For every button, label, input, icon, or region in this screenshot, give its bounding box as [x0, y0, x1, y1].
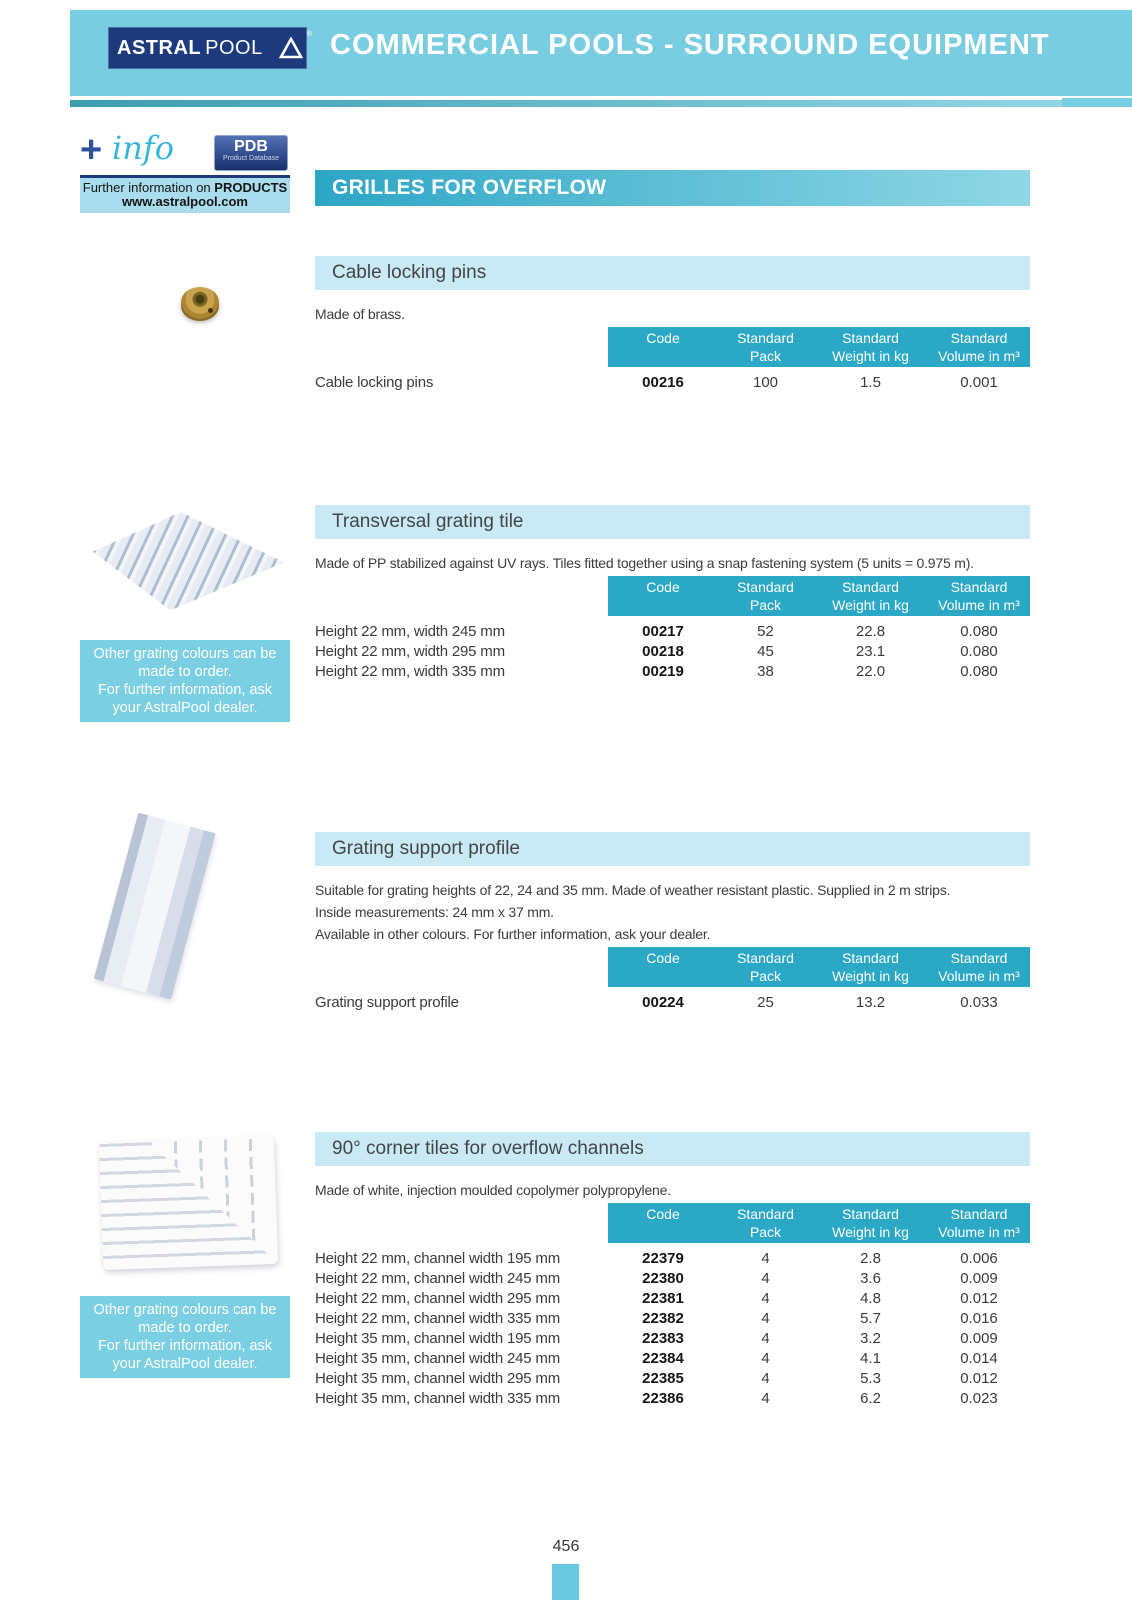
- column-header-standard-pack: Standard Pack: [737, 579, 794, 613]
- row-label: Height 35 mm, channel width 195 mm: [315, 1329, 560, 1347]
- table-body: [315, 621, 1030, 681]
- page-title: COMMERCIAL POOLS - SURROUND EQUIPMENT: [330, 29, 1050, 61]
- table-header: [608, 947, 1030, 987]
- note-line: For further information, ask: [97, 682, 273, 698]
- grating-colours-note: [80, 640, 290, 722]
- row-code: 00224: [642, 993, 684, 1011]
- row-weight: 22.0: [855, 662, 886, 680]
- row-code: 00218: [642, 642, 684, 660]
- row-label: Height 22 mm, width 295 mm: [315, 642, 505, 660]
- table-row: [315, 1368, 1030, 1388]
- corner-tile-shape: [99, 1136, 278, 1270]
- column-header-code: Code: [646, 1206, 680, 1222]
- row-volume: 0.009: [960, 1329, 998, 1347]
- table-header: [608, 1203, 1030, 1243]
- row-pack: 4: [761, 1309, 770, 1327]
- info-box-text: [80, 178, 290, 213]
- row-weight: 3.2: [860, 1329, 881, 1347]
- section-grating-support-profile: [315, 832, 1030, 1012]
- description-line: Inside measurements: 24 mm x 37 mm.: [315, 904, 554, 920]
- section-title: Transversal grating tile: [315, 505, 1030, 539]
- footer-square: [552, 1564, 579, 1600]
- row-code: 00219: [642, 662, 684, 680]
- row-code: 22379: [642, 1249, 684, 1267]
- section-banner: GRILLES FOR OVERFLOW: [315, 170, 1030, 206]
- column-header-standard-pack: Standard Pack: [737, 950, 794, 984]
- info-line1-bold: PRODUCTS: [214, 180, 288, 195]
- row-pack: 4: [761, 1349, 770, 1367]
- cable-locking-pin-photo: [178, 283, 222, 327]
- info-box: [80, 129, 290, 213]
- page-number: 456: [552, 1538, 580, 1555]
- column-header-standard-pack: Standard Pack: [737, 330, 794, 364]
- row-pack: 4: [761, 1389, 770, 1407]
- row-code: 22385: [642, 1369, 684, 1387]
- header-divider-corner: [1062, 98, 1132, 107]
- row-label: Grating support profile: [315, 993, 459, 1011]
- astralpool-logo: [108, 27, 312, 69]
- row-code: 00216: [642, 373, 684, 391]
- row-volume: 0.012: [960, 1289, 998, 1307]
- column-header-standard-volume: Standard Volume in m³: [938, 579, 1020, 613]
- profile-strip-shape: [94, 813, 216, 1000]
- row-volume: 0.009: [960, 1269, 998, 1287]
- row-weight: 13.2: [855, 993, 886, 1011]
- column-header-standard-pack: Standard Pack: [737, 1206, 794, 1240]
- grating-support-profile-photo: [115, 823, 255, 998]
- table-row: [315, 1348, 1030, 1368]
- section-description: [315, 879, 1030, 945]
- table-row: [315, 1268, 1030, 1288]
- info-line1: Further information on PRODUCTS: [82, 180, 288, 195]
- description-line: Suitable for grating heights of 22, 24 and 35 mm. Made of weather resistant plastic. Supplied in 2 m strips.: [315, 882, 951, 898]
- row-label: Cable locking pins: [315, 373, 434, 391]
- table-row: [315, 1328, 1030, 1348]
- row-pack: 4: [761, 1249, 770, 1267]
- info-box-top: [80, 129, 290, 175]
- brand-astral: ASTRAL: [117, 36, 202, 59]
- description-line: Made of white, injection moulded copolymer polypropylene.: [315, 1182, 671, 1198]
- column-header-standard-volume: Standard Volume in m³: [938, 1206, 1020, 1240]
- section-transversal-grating-tile: [315, 505, 1030, 681]
- table-body: [315, 372, 1030, 392]
- table-row: [315, 992, 1030, 1012]
- pdb-sublabel: Product Database: [222, 155, 280, 162]
- row-volume: 0.006: [960, 1249, 998, 1267]
- row-weight: 3.6: [860, 1269, 881, 1287]
- row-volume: 0.014: [960, 1349, 998, 1367]
- description-line: Available in other colours. For further information, ask your dealer.: [315, 926, 711, 942]
- pdb-badge: [214, 135, 288, 171]
- table-row: [315, 372, 1030, 392]
- note-line: your AstralPool dealer.: [112, 1356, 258, 1372]
- table-row: [315, 661, 1030, 681]
- column-header-standard-volume: Standard Volume in m³: [938, 950, 1020, 984]
- table-row: [315, 621, 1030, 641]
- section-corner-tiles: [315, 1132, 1030, 1408]
- row-weight: 5.7: [860, 1309, 881, 1327]
- column-header-code: Code: [646, 330, 680, 346]
- transversal-grating-tile-photo: [78, 500, 288, 620]
- table-row: [315, 1248, 1030, 1268]
- row-code: 22382: [642, 1309, 684, 1327]
- description-line: Made of brass.: [315, 306, 405, 322]
- column-header-standard-weight: Standard Weight in kg: [832, 330, 909, 364]
- row-volume: 0.080: [960, 642, 998, 660]
- row-label: Height 35 mm, channel width 335 mm: [315, 1389, 560, 1407]
- table-header: [608, 327, 1030, 367]
- section-title: 90° corner tiles for overflow channels: [315, 1132, 1030, 1166]
- row-label: Height 35 mm, channel width 295 mm: [315, 1369, 560, 1387]
- row-weight: 4.8: [860, 1289, 881, 1307]
- table-body: [315, 992, 1030, 1012]
- column-header-code: Code: [646, 579, 680, 595]
- column-header-standard-weight: Standard Weight in kg: [832, 1206, 909, 1240]
- table-row: [315, 1308, 1030, 1328]
- grating-colours-note: [80, 1296, 290, 1378]
- table-body: [315, 1248, 1030, 1408]
- section-description: [315, 1179, 1030, 1201]
- row-pack: 38: [757, 662, 774, 680]
- row-code: 00217: [642, 622, 684, 640]
- row-weight: 6.2: [860, 1389, 881, 1407]
- row-volume: 0.016: [960, 1309, 998, 1327]
- row-weight: 5.3: [860, 1369, 881, 1387]
- row-code: 22386: [642, 1389, 684, 1407]
- section-title: Grating support profile: [315, 832, 1030, 866]
- note-line: your AstralPool dealer.: [112, 700, 258, 716]
- astralpool-triangle-icon: [279, 36, 303, 60]
- row-volume: 0.080: [960, 622, 998, 640]
- row-volume: 0.023: [960, 1389, 998, 1407]
- info-website: www.astralpool.com: [122, 194, 248, 209]
- row-pack: 4: [761, 1369, 770, 1387]
- registered-mark: ®: [306, 31, 312, 38]
- section-description: [315, 552, 1030, 574]
- row-volume: 0.012: [960, 1369, 998, 1387]
- row-volume: 0.080: [960, 662, 998, 680]
- pdb-label: PDB: [234, 138, 268, 155]
- row-pack: 4: [761, 1289, 770, 1307]
- note-line: made to order.: [138, 1320, 232, 1336]
- description-line: Made of PP stabilized against UV rays. Tiles fitted together using a snap fastening system (5 units = 0.975 m).: [315, 555, 974, 571]
- column-header-standard-weight: Standard Weight in kg: [832, 950, 909, 984]
- row-volume: 0.033: [960, 993, 998, 1011]
- table-row: [315, 1288, 1030, 1308]
- corner-tile-photo: [95, 1133, 280, 1275]
- row-label: Height 22 mm, channel width 195 mm: [315, 1249, 560, 1267]
- row-weight: 2.8: [860, 1249, 881, 1267]
- brass-pin-shape: [181, 287, 219, 321]
- plus-icon: +: [80, 129, 103, 171]
- row-label: Height 22 mm, channel width 335 mm: [315, 1309, 560, 1327]
- row-code: 22384: [642, 1349, 684, 1367]
- column-header-standard-volume: Standard Volume in m³: [938, 330, 1020, 364]
- row-code: 22383: [642, 1329, 684, 1347]
- row-pack: 25: [757, 993, 774, 1011]
- table-row: [315, 641, 1030, 661]
- row-label: Height 22 mm, channel width 295 mm: [315, 1289, 560, 1307]
- row-pack: 4: [761, 1269, 770, 1287]
- note-line: made to order.: [138, 664, 232, 680]
- row-code: 22380: [642, 1269, 684, 1287]
- row-weight: 23.1: [855, 642, 886, 660]
- header-divider-strip: [70, 100, 1062, 107]
- row-pack: 4: [761, 1329, 770, 1347]
- note-line: Other grating colours can be: [93, 646, 277, 662]
- row-label: Height 35 mm, channel width 245 mm: [315, 1349, 560, 1367]
- column-header-code: Code: [646, 950, 680, 966]
- row-label: Height 22 mm, width 245 mm: [315, 622, 505, 640]
- row-weight: 4.1: [860, 1349, 881, 1367]
- column-header-standard-weight: Standard Weight in kg: [832, 579, 909, 613]
- row-pack: 100: [752, 373, 779, 391]
- section-title: Cable locking pins: [315, 256, 1030, 290]
- row-code: 22381: [642, 1289, 684, 1307]
- note-line: Other grating colours can be: [93, 1302, 277, 1318]
- table-header: [608, 576, 1030, 616]
- row-weight: 1.5: [860, 373, 881, 391]
- row-pack: 52: [757, 622, 774, 640]
- row-label: Height 22 mm, channel width 245 mm: [315, 1269, 560, 1287]
- brand-pool: POOL: [205, 36, 263, 59]
- table-row: [315, 1388, 1030, 1408]
- note-line: For further information, ask: [97, 1338, 273, 1354]
- row-volume: 0.001: [960, 373, 998, 391]
- info-word: info: [112, 129, 174, 167]
- row-pack: 45: [757, 642, 774, 660]
- section-cable-locking-pins: [315, 256, 1030, 392]
- section-description: [315, 303, 1030, 325]
- row-label: Height 22 mm, width 335 mm: [315, 662, 505, 680]
- row-weight: 22.8: [855, 622, 886, 640]
